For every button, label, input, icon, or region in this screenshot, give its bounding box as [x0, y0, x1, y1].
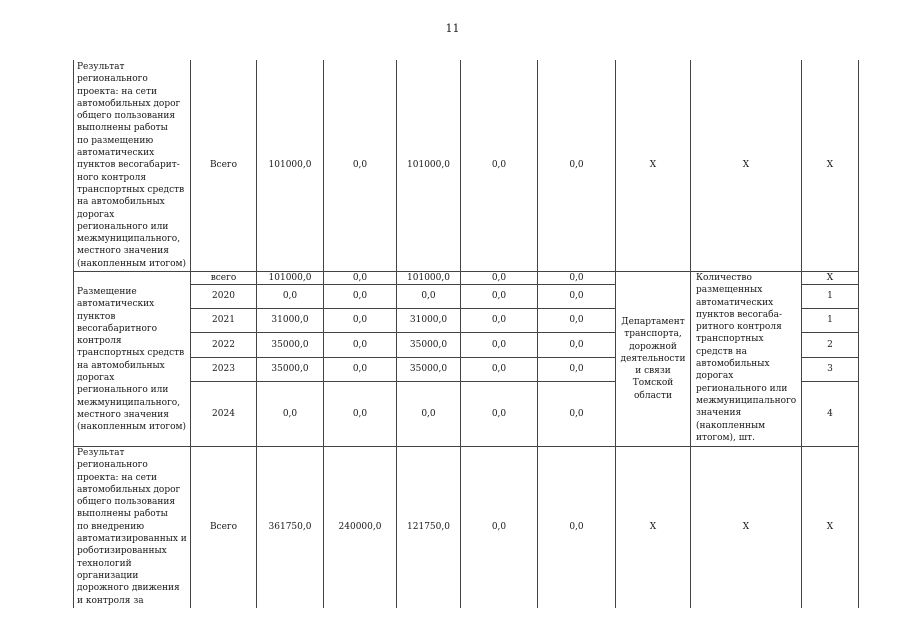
- year-row-total-cell: 101000,0: [268, 272, 312, 283]
- year-row-loc-cell: 0,0: [491, 408, 507, 419]
- year-row-loc-cell: 0,0: [491, 272, 507, 283]
- year-row-value-cell: 3: [827, 364, 833, 375]
- year-row-reg-cell: 35000,0: [409, 339, 448, 350]
- year-row-value-cell: 1: [827, 291, 833, 302]
- result-2-name: Результат регионального проекта: на сети автомобильных дорог общего пользования выполнены работы по внедрению автоматизированных и роботизированных технологий организации дорожного движения и контроля за: [77, 448, 187, 606]
- budget-table: [73, 60, 858, 608]
- result-2-total: 361750,0: [268, 522, 312, 533]
- year-row-value-cell: Х: [826, 272, 834, 283]
- year-row-year-cell: 2021: [212, 315, 235, 326]
- result-1-total: 101000,0: [268, 160, 312, 171]
- executor-text: Департамент транспорта, дорожной деятельности и связи Томской области: [620, 316, 686, 401]
- year-row-reg-cell: 35000,0: [409, 364, 448, 375]
- result-2-year: Всего: [209, 522, 238, 533]
- year-row-year-cell: 2023: [212, 364, 235, 375]
- year-row-ext-cell: 0,0: [569, 339, 584, 350]
- result-1-name: Результат регионального проекта: на сети автомобильных дорог общего пользования выполнены работы по размещению автоматических пунктов весогабарит- ного контроля транспортных средств на автомобильных дорогах регионального или межмуниципального, местного значения (накопленным итогом): [77, 62, 187, 269]
- measure-executor: [616, 272, 690, 446]
- year-row-total-cell: 0,0: [282, 291, 298, 302]
- page-number: 11: [445, 22, 460, 35]
- year-row-reg-cell: 0,0: [421, 291, 436, 302]
- result-2-fed: 240000,0: [338, 522, 382, 533]
- result-1-indicator: Х: [742, 160, 750, 171]
- result-1-fed: 0,0: [352, 160, 368, 171]
- year-row-ext-cell: 0,0: [569, 272, 584, 283]
- year-row-ext-cell: 0,0: [569, 291, 584, 302]
- year-row-ext-cell: 0,0: [569, 315, 584, 326]
- result-1-ext: 0,0: [569, 160, 584, 171]
- year-row-year-cell: всего: [210, 272, 237, 283]
- result-2-executor: Х: [649, 522, 657, 533]
- year-row-ext-cell: 0,0: [569, 364, 584, 375]
- year-row-total-cell: 35000,0: [271, 339, 309, 350]
- result-1-year: Всего: [209, 160, 238, 171]
- year-row-fed-cell: 0,0: [352, 272, 368, 283]
- year-row-reg-cell: 0,0: [421, 408, 436, 419]
- year-row-ext-cell: 0,0: [569, 408, 584, 419]
- measure-indicator: Количество размещенных автоматических пунктов весогаба- ритного контроля транспортных средств на автомобильных дорогах регионального или межмуниципального значения (накопленным итогом), шт.: [696, 273, 797, 443]
- year-row-value-cell: 1: [827, 315, 833, 326]
- result-2-ext: 0,0: [569, 522, 584, 533]
- year-row-fed-cell: 0,0: [352, 315, 368, 326]
- result-1-value: Х: [826, 160, 834, 171]
- result-1-reg: 101000,0: [407, 160, 450, 171]
- year-row-reg-cell: 31000,0: [409, 315, 448, 326]
- result-2-indicator: Х: [742, 522, 750, 533]
- table-border-right: [858, 60, 859, 608]
- result-2-value: Х: [826, 522, 834, 533]
- result-2-reg: 121750,0: [407, 522, 450, 533]
- year-row-fed-cell: 0,0: [352, 408, 368, 419]
- year-row-total-cell: 0,0: [282, 408, 298, 419]
- year-row-loc-cell: 0,0: [491, 339, 507, 350]
- year-row-value-cell: 4: [827, 408, 833, 419]
- result-1-loc: 0,0: [491, 160, 507, 171]
- year-row-fed-cell: 0,0: [352, 364, 368, 375]
- year-row-loc-cell: 0,0: [491, 364, 507, 375]
- year-row-loc-cell: 0,0: [491, 291, 507, 302]
- year-row-loc-cell: 0,0: [491, 315, 507, 326]
- year-row-value-cell: 2: [827, 339, 833, 350]
- measure-name: Размещение автоматических пунктов весогабаритного контроля транспортных средств на автомобильных дорогах регионального или межмуниципального, местного значения (накопленным итогом): [77, 287, 187, 433]
- year-row-fed-cell: 0,0: [352, 291, 368, 302]
- year-row-year-cell: 2022: [212, 339, 235, 350]
- year-row-total-cell: 31000,0: [271, 315, 309, 326]
- year-row-reg-cell: 101000,0: [407, 272, 450, 283]
- result-2-loc: 0,0: [491, 522, 507, 533]
- result-1-executor: Х: [649, 160, 657, 171]
- year-row-year-cell: 2020: [212, 291, 235, 302]
- table-border-left: [73, 60, 74, 608]
- year-row-year-cell: 2024: [212, 408, 235, 419]
- year-row-fed-cell: 0,0: [352, 339, 368, 350]
- year-row-total-cell: 35000,0: [271, 364, 309, 375]
